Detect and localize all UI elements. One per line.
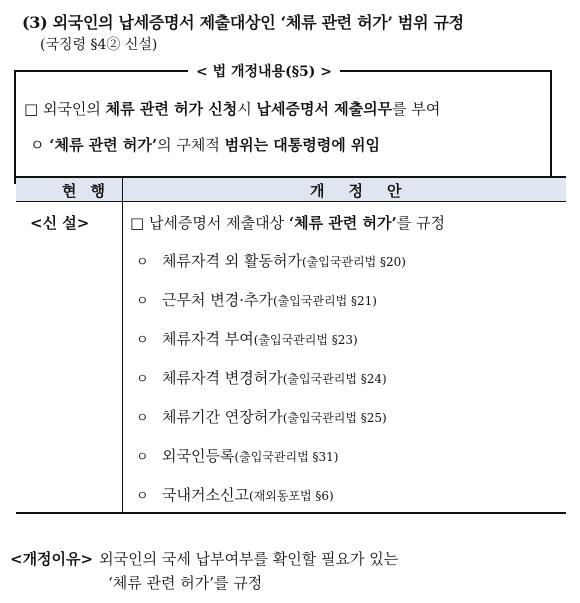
section-heading: (3) 외국인의 납세증명서 제출대상인 ‘체류 관련 허가’ 범위 규정 (22, 13, 464, 32)
box-line-1-suffix: 를 부여 (392, 100, 441, 118)
current-cell: <신 설> (30, 214, 90, 232)
bullet-circle-icon: ㅇ (136, 489, 149, 504)
bullet-circle-icon: ㅇ (136, 450, 149, 465)
box-line-1-bold-1: 체류 관련 허가 신청 (105, 100, 238, 118)
box-title: < 법 개정내용(§5) > (188, 61, 340, 81)
box-line-1 (24, 98, 440, 119)
new-cell-heading (130, 212, 445, 233)
amendment-reason (10, 546, 570, 572)
reason-text-1: 외국인의 국세 납부여부를 확인할 필요가 있는 (99, 550, 399, 568)
column-divider (122, 178, 123, 512)
comparison-table (16, 176, 566, 514)
bullet-circle-icon: ㅇ (136, 411, 149, 426)
box-line-2 (30, 134, 380, 155)
list-item-text: 근무처 변경·추가(출입국관리법 §21) (162, 291, 377, 309)
box-line-1-prefix: □ 외국인의 (24, 100, 106, 118)
bullet-circle-icon: ㅇ (136, 255, 149, 270)
column-header-new: 개정안 (310, 182, 426, 200)
table-header (16, 178, 566, 202)
bullet-circle-icon: ㅇ (136, 294, 149, 309)
list-item-text: 외국인등록(출입국관리법 §31) (162, 447, 339, 465)
list-item-text: 체류자격 외 활동허가(출입국관리법 §20) (162, 252, 406, 270)
list-item-text: 체류자격 부여(출입국관리법 §23) (162, 330, 358, 348)
list-item-text: 체류자격 변경허가(출입국관리법 §24) (162, 369, 387, 387)
bullet-circle-icon: ㅇ (136, 372, 149, 387)
box-line-1-mid: 시 (237, 100, 257, 118)
new-cell-heading-prefix: □ 납세증명서 제출대상 (130, 214, 289, 232)
box-line-2-prefix: ㅇ (30, 136, 50, 154)
bullet-circle-icon: ㅇ (136, 333, 149, 348)
reason-label: <개정이유> (10, 550, 94, 568)
column-header-current: 현행 (62, 182, 119, 200)
law-amendment-box (14, 64, 552, 184)
box-line-1-bold-2: 납세증명서 제출의무 (256, 100, 393, 118)
new-cell-heading-bold: ‘체류 관련 허가’ (288, 214, 397, 232)
reason-text-2: ‘체류 관련 허가’를 규정 (108, 574, 263, 592)
list-item-text: 체류기간 연장허가(출입국관리법 §25) (162, 408, 387, 426)
box-line-2-mid: 의 구체적 (157, 136, 225, 154)
section-subnote: (국징령 §4② 신설) (40, 37, 158, 53)
list-item-text: 국내거소신고(재외동포법 §6) (162, 486, 334, 504)
box-line-2-bold-2: 범위는 대통령령에 위임 (224, 136, 380, 154)
new-cell-heading-suffix: 를 규정 (396, 214, 445, 232)
box-line-2-bold-1: ‘체류 관련 허가’ (49, 136, 158, 154)
